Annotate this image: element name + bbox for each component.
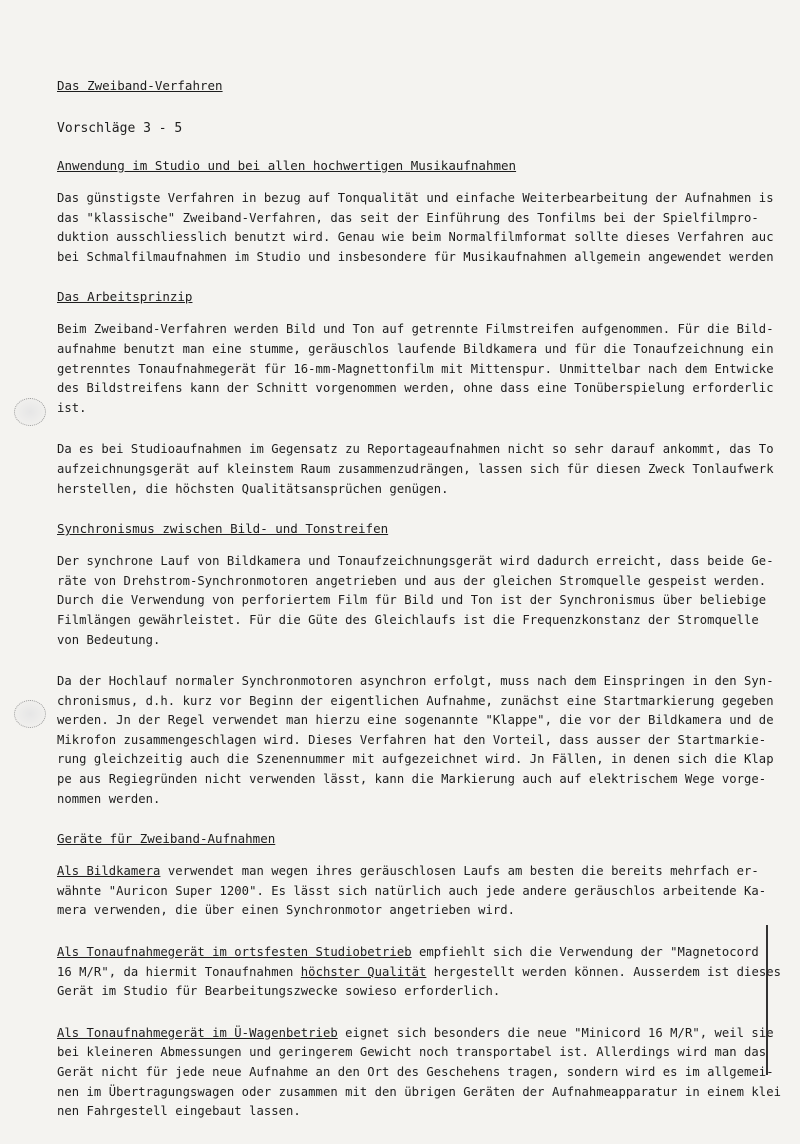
text-line: wähnte "Auricon Super 1200". Es lässt sich natürlich auch jede andere geräuschlos arbeitende Ka-: [57, 883, 767, 898]
section-heading: Geräte für Zweiband-Aufnahmen: [57, 831, 276, 847]
text-line: Da es bei Studioaufnahmen im Gegensatz zu Reportageaufnahmen nicht so sehr darauf ankommt, das To: [57, 442, 774, 457]
document-title: Das Zweiband-Verfahren: [57, 78, 223, 93]
underlined-lead: Als Tonaufnahmegerät im Ü-Wagenbetrieb: [57, 1025, 338, 1040]
line-rest: verwendet man wegen ihres geräuschlosen Laufs am besten die bereits mehrfach er-: [160, 864, 759, 879]
underlined-lead: Als Bildkamera: [57, 864, 161, 879]
text-line: Mikrofon zusammengeschlagen wird. Dieses Verfahren hat den Vorteil, dass ausser der Startmarkie-: [57, 732, 767, 747]
document-body: [57, 78, 787, 1144]
text-line: des Bildstreifens kann der Schnitt vorgenommen werden, ohne dass eine Tonüberspielung erforderlic: [57, 381, 774, 396]
text-line: von Bedeutung.: [57, 632, 161, 647]
paragraph: [57, 943, 787, 1002]
text-line: nen Fahrgestell eingebaut lassen.: [57, 1104, 301, 1119]
section-heading: Das Arbeitsprinzip: [57, 289, 193, 305]
text-line: duktion ausschliesslich benutzt wird. Genau wie beim Normalfilmformat sollte dieses Verfahren auc: [57, 230, 774, 245]
punch-hole-lower: [14, 700, 46, 728]
text-line: aufnahme benutzt man eine stumme, geräuschlos laufende Bildkamera und für die Tonaufzeichnung ein: [57, 341, 774, 356]
underlined-lead: Als Tonaufnahmegerät im ortsfesten Studiobetrieb: [57, 945, 412, 960]
text-line: räte von Drehstrom-Synchronmotoren angetrieben und aus der gleichen Stromquelle gespeist werden.: [57, 573, 767, 588]
section-heading: Synchronismus zwischen Bild- und Tonstreifen: [57, 521, 389, 537]
text-line: herstellen, die höchsten Qualitätsansprüchen genügen.: [57, 481, 449, 496]
text-line: [57, 943, 787, 963]
text-line: das "klassische" Zweiband-Verfahren, das seit der Einführung des Tonfilms bei der Spielfilmpro-: [57, 210, 759, 225]
text-line: Gerät nicht für jede neue Aufnahme an den Ort des Geschehens tragen, sondern wird es im allgemei-: [57, 1065, 774, 1079]
line-part: hergestellt werden können. Ausserdem ist dieses: [426, 964, 781, 979]
text-line: [57, 1024, 787, 1044]
text-line: bei Schmalfilmaufnahmen im Studio und insbesondere für Musikaufnahmen allgemein angewendet werden: [57, 249, 774, 264]
paragraph: [57, 672, 787, 809]
text-line: getrenntes Tonaufnahmegerät für 16-mm-Magnettonfilm mit Mittenspur. Unmittelbar nach dem Entwicke: [57, 361, 774, 376]
paragraph: [57, 320, 787, 418]
text-line: Beim Zweiband-Verfahren werden Bild und Ton auf getrennte Filmstreifen aufgenommen. Für die Bild-: [57, 322, 774, 337]
text-line: [57, 862, 787, 882]
text-line: Gerät im Studio für Bearbeitungszwecke sowieso erforderlich.: [57, 984, 501, 999]
punch-hole-upper: [14, 398, 46, 426]
text-line: bei kleineren Abmessungen und geringerem Gewicht noch transportabel ist. Allerdings wird man das: [57, 1045, 767, 1060]
text-line: Da der Hochlauf normaler Synchronmotoren asynchron erfolgt, muss nach dem Einspringen in den Syn-: [57, 674, 774, 689]
line-part: 16 M/R", da hiermit Tonaufnahmen: [57, 964, 301, 979]
underlined-phrase: höchster Qualität: [300, 964, 427, 979]
section-heading: Anwendung im Studio und bei allen hochwertigen Musikaufnahmen: [57, 158, 517, 173]
paragraph: [57, 1024, 787, 1122]
text-line: mera verwenden, die über einen Synchronmotor angetrieben wird.: [57, 903, 516, 918]
text-line: nen im Übertragungswagen oder zusammen mit den übrigen Geräten der Aufnahmeapparatur in einem klei: [57, 1084, 781, 1099]
document-subtitle: Vorschläge 3 - 5: [57, 121, 183, 136]
text-line: nommen werden.: [57, 791, 161, 806]
line-rest: empfiehlt sich die Verwendung der "Magnetocord: [411, 945, 759, 960]
text-line: aufzeichnungsgerät auf kleinstem Raum zusammenzudrängen, lassen sich für diesen Zweck Tonlaufwerk: [57, 461, 774, 476]
text-line: chronismus, d.h. kurz vor Beginn der eigentlichen Aufnahme, zunächst eine Startmarkierung gegeben: [57, 693, 774, 708]
text-line: pe aus Regiegründen nicht verwenden lässt, kann die Markierung auch auf elektrischem Wege vorge-: [57, 772, 767, 787]
text-line: Der synchrone Lauf von Bildkamera und Tonaufzeichnungsgerät wird dadurch erreicht, dass beide Ge-: [57, 554, 774, 569]
paragraph: [57, 862, 787, 921]
text-line: Das günstigste Verfahren in bezug auf Tonqualität und einfache Weiterbearbeitung der Aufnahmen is: [57, 191, 774, 205]
text-line: rung gleichzeitig auch die Szenennummer mit aufgezeichnet wird. Jn Fällen, in denen sich die Klap: [57, 752, 774, 767]
text-line: Durch die Verwendung von perforiertem Film für Bild und Ton ist der Synchronismus über beliebige: [57, 593, 767, 608]
text-line: Filmlängen gewährleistet. Für die Güte des Gleichlaufs ist die Frequenzkonstanz der Stromquelle: [57, 612, 759, 627]
line-rest: eignet sich besonders die neue "Minicord 16 M/R", weil sie: [337, 1025, 774, 1040]
paragraph: [57, 189, 787, 267]
paragraph: [57, 440, 787, 499]
text-line: werden. Jn der Regel verwendet man hierzu eine sogenannte "Klappe", die vor der Bildkamera und de: [57, 713, 774, 728]
paragraph: [57, 552, 787, 650]
text-line: [57, 963, 787, 983]
text-line: ist.: [57, 400, 87, 415]
